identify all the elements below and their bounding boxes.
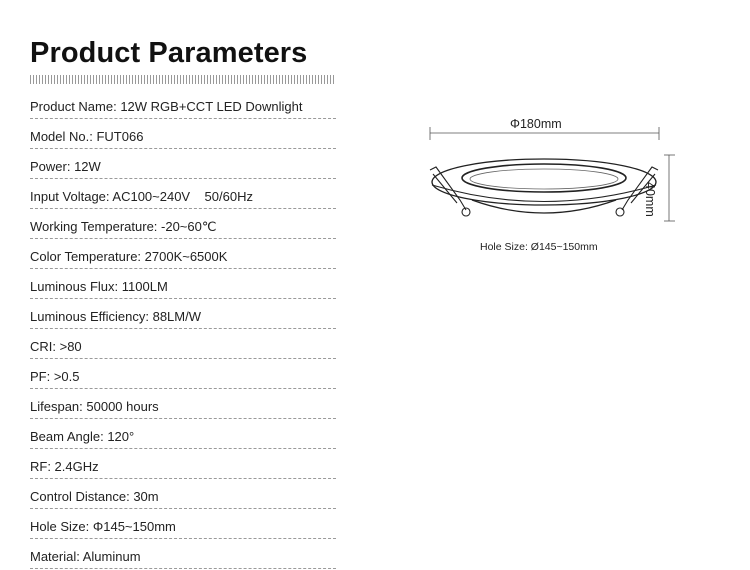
param-row: Control Distance: 30m [30, 479, 336, 509]
param-row: Material: Aluminum [30, 539, 336, 569]
param-row: RF: 2.4GHz [30, 449, 336, 479]
param-row: CRI: >80 [30, 329, 336, 359]
height-dimension-line [664, 155, 675, 221]
param-row: Luminous Efficiency: 88LM/W [30, 299, 336, 329]
param-row: Model No.: FUT066 [30, 119, 336, 149]
param-row: Luminous Flux: 1100LM [30, 269, 336, 299]
hole-size-label: Hole Size: Ø145~150mm [480, 241, 598, 253]
param-row: Hole Size: Φ145~150mm [30, 509, 336, 539]
param-row: Color Temperature: 2700K~6500K [30, 239, 336, 269]
param-row: PF: >0.5 [30, 359, 336, 389]
param-row: Working Temperature: -20~60℃ [30, 209, 336, 239]
param-row: Product Name: 12W RGB+CCT LED Downlight [30, 89, 336, 119]
param-row: Lifespan: 50000 hours [30, 389, 336, 419]
downlight-outline [432, 159, 656, 213]
page-title: Product Parameters [30, 37, 308, 69]
param-row: Beam Angle: 120° [30, 419, 336, 449]
param-row: Input Voltage: AC100~240V 50/60Hz [30, 179, 336, 209]
diameter-label: Φ180mm [510, 117, 562, 131]
param-row: Power: 12W [30, 149, 336, 179]
height-label: 40mm [643, 182, 657, 217]
